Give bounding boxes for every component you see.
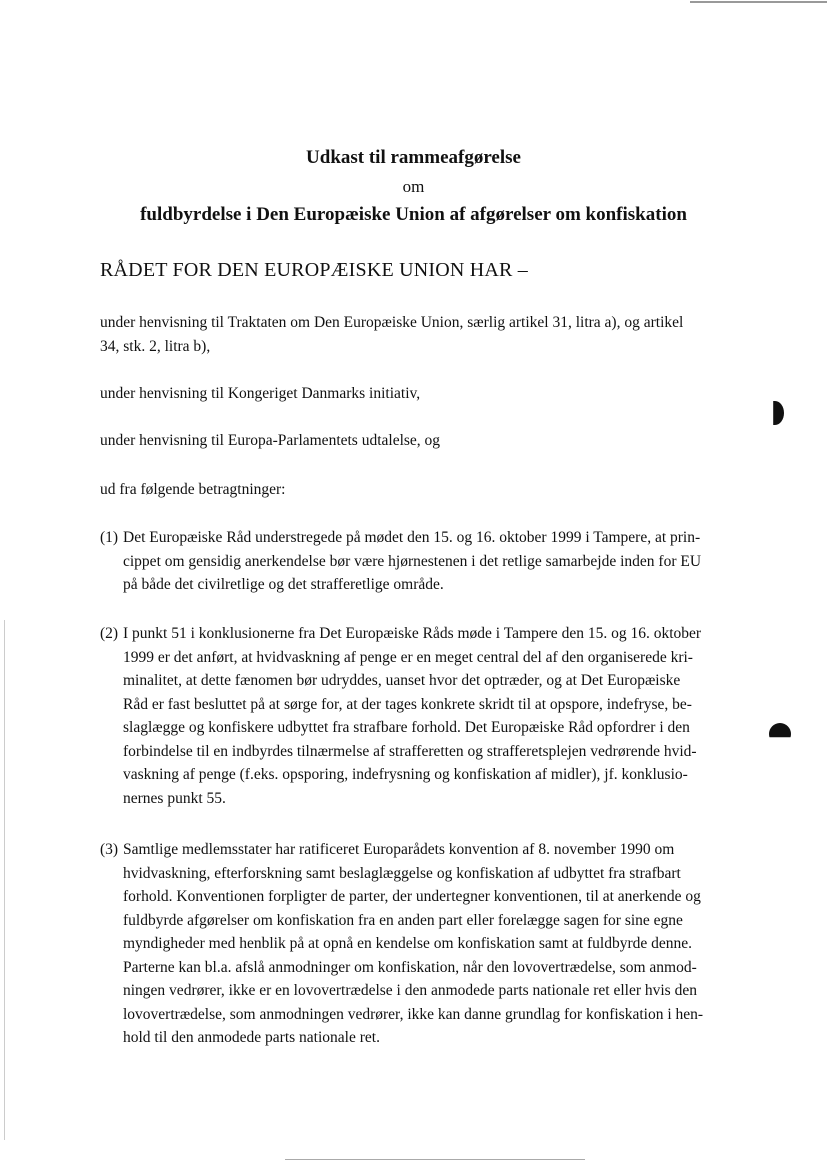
paragraph-line: på både det civilretlige og det strafferetlige område. xyxy=(123,576,444,593)
council-heading: RÅDET FOR DEN EUROPÆISKE UNION HAR – xyxy=(100,259,528,281)
paragraph-line: Det Europæiske Råd understregede på mødet den 15. og 16. oktober 1999 i Tampere, at prin- xyxy=(123,529,701,546)
paragraph-line: hold til den anmodede parts nationale ret. xyxy=(123,1029,380,1046)
paragraph-line: lovovertrædelse, som anmodningen vedrører, ikke kan danne grundlag for konfiskation i hen- xyxy=(123,1005,704,1023)
paragraph-line: Parterne kan bl.a. afslå anmodninger om konfiskation, når den lovovertrædelse, som anmod- xyxy=(123,958,697,976)
paragraph-line: myndigheder med henblik på at opnå en kendelse om konfiskation samt at fuldbyrde denne. xyxy=(123,935,693,952)
paragraph-line: forbindelse til en indbyrdes tilnærmelse af strafferetten og strafferetsplejen vedrørende hvid- xyxy=(123,742,697,760)
paragraph-line: minalitet, at dette fænomen bør udryddes, uanset hvor det optræder, og at Det Europæiske xyxy=(123,672,681,689)
paragraph-line: 1999 er det anført, at hvidvaskning af penge er en meget central del af den organiserede kri- xyxy=(123,648,693,666)
paragraph-line: Samtlige medlemsstater har ratificeret Europarådets konvention af 8. november 1990 om xyxy=(123,841,675,858)
recital-parliament: under henvisning til Europa-Parlamentets udtalelse, og xyxy=(100,432,441,449)
paragraph-line: slaglægge og konfiskere udbyttet fra strafbare forhold. Det Europæiske Råd opfordrer i den xyxy=(123,719,690,736)
paragraph-line: I punkt 51 i konklusionerne fra Det Europæiske Råds møde i Tampere den 15. og 16. oktober xyxy=(123,625,702,642)
paragraph-1 xyxy=(100,526,750,597)
paragraph-number: (1) xyxy=(100,529,119,546)
paragraph-number: (2) xyxy=(100,625,119,642)
document-title: Udkast til rammeafgørelse xyxy=(306,147,521,168)
paragraph-line: cippet om gensidig anerkendelse bør være hjørnestenen i det retlige samarbejde inden for EU xyxy=(123,552,702,570)
paragraph-body xyxy=(100,838,750,1050)
paragraph-line: vaskning af penge (f.eks. opsporing, indefrysning og konfiskation af midler), jf. konklusio- xyxy=(123,766,688,783)
paragraph-line: hvidvaskning, efterforskning samt beslaglæggelse og konfiskation af udbyttet fra strafbart xyxy=(123,864,681,882)
document-title-connector: om xyxy=(402,177,425,196)
paragraph-line: forhold. Konventionen forpligter de parter, der undertegner konventionen, til at anerkende og xyxy=(123,888,701,905)
paragraph-body xyxy=(100,526,750,597)
punch-hole-mark-2 xyxy=(769,723,791,745)
paragraph-2 xyxy=(100,622,750,810)
paragraph-number: (3) xyxy=(100,841,119,858)
recital-treaty-line-1: under henvisning til Traktaten om Den Europæiske Union, særlig artikel 31, litra a), og artikel xyxy=(100,314,684,331)
paragraph-body xyxy=(100,622,750,810)
recital-considerations: ud fra følgende betragtninger: xyxy=(100,481,286,498)
recital-initiative: under henvisning til Kongeriget Danmarks initiativ, xyxy=(100,385,421,402)
paragraph-line: fuldbyrde afgørelser om konfiskation fra en anden part eller forelægge sagen for sine egne xyxy=(123,911,683,929)
scan-edge-top xyxy=(690,1,827,3)
paragraph-line: ningen vedrører, ikke er en lovovertrædelse i den anmodede parts nationale ret eller hvis den xyxy=(123,982,697,999)
recital-treaty-line-2: 34, stk. 2, litra b), xyxy=(100,338,211,355)
scan-edge-left xyxy=(4,620,5,1140)
scan-edge-bottom xyxy=(285,1159,585,1160)
paragraph-line: Råd er fast besluttet på at sørge for, at der tages konkrete skridt til at opspore, indefryse, be- xyxy=(123,695,692,713)
paragraph-3 xyxy=(100,838,750,1050)
punch-hole-mark-1 xyxy=(766,401,784,425)
paragraph-line: nernes punkt 55. xyxy=(123,789,226,807)
document-subtitle: fuldbyrdelse i Den Europæiske Union af afgørelser om konfiskation xyxy=(140,204,687,225)
